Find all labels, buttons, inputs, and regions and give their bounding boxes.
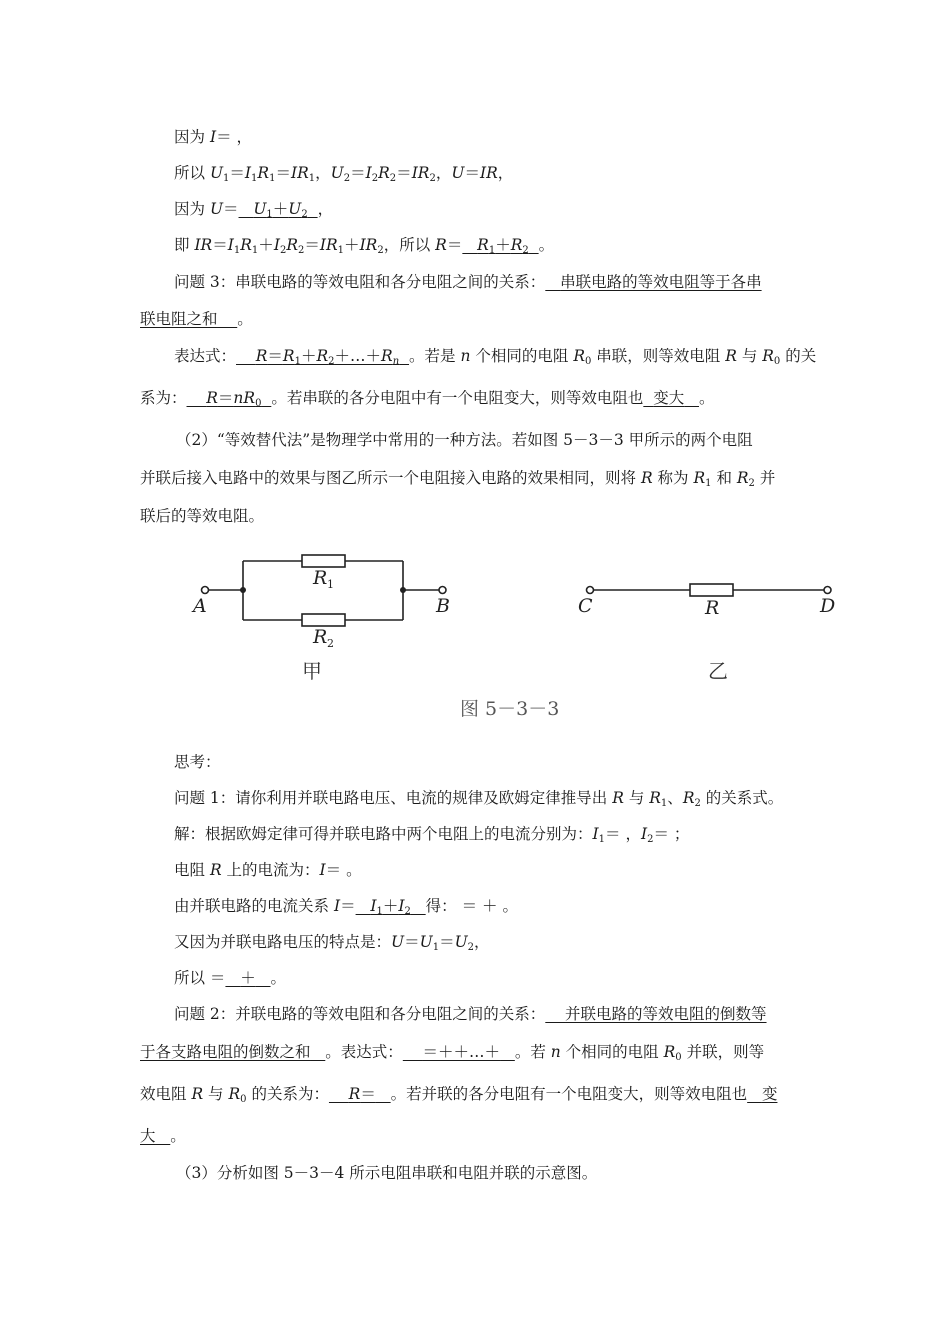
sub: 0 <box>675 1052 682 1063</box>
sub: 1 <box>376 906 383 917</box>
text: ＝ <box>340 897 356 915</box>
var: IR <box>319 236 338 254</box>
text-line <box>140 1042 812 1062</box>
text: ，所以 <box>383 236 436 254</box>
answer-blank <box>643 389 699 407</box>
var: R <box>435 236 447 254</box>
text: 解：根据欧姆定律可得并联电路中两个电阻上的电流分别为： <box>174 825 593 843</box>
answer-blank <box>187 389 272 407</box>
text: 电阻 <box>174 861 210 879</box>
resistor-r2 <box>302 614 345 626</box>
text: ， <box>317 200 334 218</box>
var: U <box>209 200 224 218</box>
text-line <box>140 506 812 526</box>
var: I <box>333 897 341 915</box>
var: R <box>612 789 624 807</box>
sub: 1 <box>660 798 668 809</box>
text-line <box>174 272 814 292</box>
answer-blank <box>140 310 237 328</box>
var: I <box>227 236 234 254</box>
sub: 1 <box>266 209 273 220</box>
answer-blank <box>329 1085 391 1103</box>
caption-jia: 甲 <box>302 659 322 683</box>
text-line <box>174 199 814 219</box>
text: 串联电路的等效电阻等于各串 <box>560 273 762 291</box>
sub: 1 <box>251 173 258 184</box>
sub: 1 <box>269 173 276 184</box>
text-line <box>174 163 814 183</box>
var: U <box>330 164 344 182</box>
sub: 2 <box>389 173 397 184</box>
text: ， <box>497 164 514 182</box>
var: R <box>693 469 706 487</box>
var: I <box>365 164 372 182</box>
text: 。 <box>270 969 287 987</box>
sub: n <box>392 356 400 367</box>
answer-blank <box>545 273 761 291</box>
terminal-a <box>202 587 209 594</box>
var: n <box>550 1043 561 1061</box>
answer-blank <box>140 1127 170 1145</box>
caption-yi: 乙 <box>708 659 728 683</box>
text: 个相同的电阻 <box>470 347 574 365</box>
var: R <box>240 236 252 254</box>
text: 于各支路电阻的倒数之和 <box>140 1043 311 1061</box>
sub: 2 <box>522 245 529 256</box>
terminal-d <box>824 587 831 594</box>
text: ＝ <box>439 933 455 951</box>
answer-blank <box>462 236 538 254</box>
answer-blank <box>140 1043 325 1061</box>
var: U <box>454 933 468 951</box>
text: 与 <box>623 789 650 807</box>
text: ， <box>435 164 452 182</box>
text: 系为： <box>140 389 187 407</box>
var: R <box>206 389 218 407</box>
text: 、 <box>667 789 683 807</box>
sub: 1 <box>294 356 301 367</box>
text: ＝ <box>446 236 463 254</box>
label-r: R <box>705 597 720 619</box>
text-line <box>174 788 814 808</box>
text-line <box>174 968 814 988</box>
text: 所以 ＝ <box>174 969 226 987</box>
var: R <box>348 1085 361 1103</box>
var: U <box>288 200 302 218</box>
var: n <box>460 347 471 365</box>
answer-blank <box>239 200 318 218</box>
var: R <box>640 469 653 487</box>
text: 问题 1：请你利用并联电路电压、电流的规律及欧姆定律推导出 <box>174 789 613 807</box>
var: R <box>477 236 489 254</box>
var: R <box>381 347 393 365</box>
text: ＝ <box>304 236 320 254</box>
var: R <box>286 236 298 254</box>
text: 。 <box>237 310 253 328</box>
text: 变 <box>761 1085 778 1103</box>
text: 因为 <box>174 128 210 146</box>
text: （3）分析如图 5－3－4 所示电阻串联和电阻并联的示意图。 <box>176 1164 598 1182</box>
var: I <box>592 825 599 843</box>
text: ＋ <box>240 969 256 987</box>
text: ＝ <box>404 933 420 951</box>
text-line <box>140 1126 812 1146</box>
var: R <box>255 347 268 365</box>
sub: 1 <box>488 245 496 256</box>
text: 即 <box>174 236 195 254</box>
text: ＝ ， <box>216 128 252 146</box>
answer-blank <box>403 1043 515 1061</box>
text: ＝ ， <box>605 825 641 843</box>
text: 并联电路的等效电阻的倒数等 <box>565 1005 767 1023</box>
var: R <box>725 347 737 365</box>
answer-blank <box>747 1085 777 1103</box>
text-line <box>174 752 814 772</box>
var: nR <box>233 389 256 407</box>
text: 。若 <box>514 1043 551 1061</box>
var: R <box>209 861 222 879</box>
var: R <box>257 164 270 182</box>
text: ， <box>315 164 331 182</box>
text-line <box>174 824 814 844</box>
text: ＋ <box>272 200 289 218</box>
answer-blank <box>225 969 270 987</box>
text: ＝ <box>350 164 366 182</box>
text: 问题 3：串联电路的等效电阻和各分电阻之间的关系： <box>174 273 546 291</box>
text: ＝ ； <box>653 825 690 843</box>
sub: 2 <box>301 209 308 220</box>
var: R <box>282 347 295 365</box>
text-line <box>174 896 814 916</box>
var: I <box>319 861 326 879</box>
var: R <box>736 469 749 487</box>
text: 个相同的电阻 <box>560 1043 664 1061</box>
text-line <box>174 235 814 255</box>
var: IR <box>411 164 430 182</box>
terminal-b <box>439 587 446 594</box>
sub: 1 <box>233 245 241 256</box>
var: I <box>273 236 280 254</box>
text: 得： ＝ ＋ 。 <box>425 897 518 915</box>
text: 问题 2：并联电路的等效电阻和各分电阻之间的关系： <box>174 1005 546 1023</box>
sub: 2 <box>377 245 384 256</box>
text: ＋ <box>300 347 317 365</box>
var: R <box>378 164 390 182</box>
var: I <box>398 897 405 915</box>
text: （2）“等效替代法”是物理学中常用的一种方法。若如图 5－3－3 甲所示的两个电阻 <box>176 431 753 449</box>
sub: 0 <box>773 356 781 367</box>
text: 。若并联的各分电阻有一个电阻变大，则等效电阻也 <box>390 1085 748 1103</box>
text: ＝ <box>229 164 245 182</box>
text: 的关系为： <box>246 1085 329 1103</box>
text: 效电阻 <box>140 1085 192 1103</box>
text: 表达式： <box>174 347 237 365</box>
sub: 0 <box>255 398 262 409</box>
text: ＝ <box>217 389 234 407</box>
junction-dot <box>400 587 406 593</box>
sub: 2 <box>371 173 379 184</box>
answer-blank <box>356 897 426 915</box>
sub: 1 <box>223 173 230 184</box>
text-line <box>176 1163 816 1183</box>
sub: 1 <box>432 942 440 953</box>
var: I <box>370 897 377 915</box>
text: 由并联电路的电流关系 <box>174 897 334 915</box>
text-line <box>174 346 817 367</box>
text: ＋ <box>495 236 511 254</box>
var: U <box>419 933 433 951</box>
var: U <box>253 200 267 218</box>
text: ＝ <box>212 236 228 254</box>
sub: 2 <box>467 942 475 953</box>
text: ＋ <box>258 236 274 254</box>
var: R <box>316 347 329 365</box>
text: 。 <box>538 236 555 254</box>
label-d: D <box>820 595 836 617</box>
single-resistor-circuit <box>587 584 832 596</box>
text: ＝ <box>223 200 239 218</box>
var: R <box>510 236 523 254</box>
text: 并联，则等 <box>681 1043 765 1061</box>
text: 。若是 <box>409 347 461 365</box>
var: U <box>451 164 465 182</box>
text: 联后的等效电阻。 <box>140 507 265 525</box>
sub: 2 <box>429 173 436 184</box>
text: ＝ <box>267 347 283 365</box>
var: R <box>649 789 661 807</box>
sub: 0 <box>584 356 592 367</box>
text: 串联，则等效电阻 <box>591 347 726 365</box>
text: 。 <box>698 389 715 407</box>
text-line <box>174 860 814 880</box>
var: U <box>209 164 224 182</box>
text: ＝ <box>464 164 480 182</box>
var: I <box>640 825 648 843</box>
text: ＝ <box>396 164 412 182</box>
text: 上的电流为： <box>221 861 320 879</box>
sub: 0 <box>240 1094 247 1105</box>
text: 。 <box>170 1127 186 1145</box>
text: 与 <box>203 1085 229 1103</box>
var: R <box>228 1085 241 1103</box>
text: 变大 <box>653 389 685 407</box>
label-b: B <box>436 595 450 617</box>
var: IR <box>359 236 378 254</box>
text: 。若串联的各分电阻中有一个电阻变大，则等效电阻也 <box>271 389 644 407</box>
text: 。表达式： <box>325 1043 403 1061</box>
text-line <box>140 309 812 329</box>
text-line <box>174 932 814 952</box>
sub: 1 <box>251 245 259 256</box>
text: 思考： <box>174 753 221 771</box>
text: ＋ <box>344 236 360 254</box>
text: 和 <box>711 469 737 487</box>
text-line <box>140 388 812 408</box>
var: IR <box>290 164 309 182</box>
terminal-c <box>587 587 594 594</box>
sub: 2 <box>328 356 335 367</box>
circuit-figure <box>180 542 850 727</box>
sub: 2 <box>694 798 701 809</box>
text: 联电阻之和 <box>140 310 218 328</box>
resistor-r <box>690 584 733 596</box>
label-r2: R <box>313 626 328 648</box>
text: 并 <box>754 469 776 487</box>
text: ＋ <box>382 897 399 915</box>
label-a: A <box>193 595 207 617</box>
sub: 1 <box>598 834 606 845</box>
text: ＝ <box>360 1085 376 1103</box>
text: ＋…＋ <box>334 347 382 365</box>
text-line <box>174 1004 814 1024</box>
parallel-circuit <box>202 555 447 626</box>
var: U <box>391 933 405 951</box>
resistor-r1 <box>302 555 345 567</box>
label-r1: R <box>313 567 328 589</box>
var: R <box>573 347 585 365</box>
text-line <box>176 430 816 450</box>
text: 又因为并联电路电压的特点是： <box>174 933 392 951</box>
text: 所以 <box>174 164 210 182</box>
sub: 2 <box>279 245 287 256</box>
sub: 2 <box>343 173 351 184</box>
sub: 2 <box>748 478 755 489</box>
var: R <box>682 789 695 807</box>
sub: 1 <box>308 173 316 184</box>
text-line <box>140 1084 812 1104</box>
label-r2-sub: 2 <box>327 637 334 650</box>
var: I <box>244 164 252 182</box>
text: 并联后接入电路中的效果与图乙所示一个电阻接入电路的效果相同，则将 <box>140 469 641 487</box>
text: ＝ <box>275 164 291 182</box>
text-line <box>174 127 814 147</box>
sub: 1 <box>705 478 712 489</box>
figure-caption: 图 5－3－3 <box>460 698 560 720</box>
text: 的关系式。 <box>700 789 784 807</box>
text: ＝ 。 <box>325 861 362 879</box>
answer-blank <box>545 1005 766 1023</box>
text: 因为 <box>174 200 210 218</box>
var: IR <box>194 236 213 254</box>
text-line <box>140 468 812 488</box>
text: ， <box>474 933 490 951</box>
label-r1-sub: 1 <box>327 578 334 591</box>
sub: 1 <box>337 245 345 256</box>
var: I <box>209 128 217 146</box>
text: 称为 <box>652 469 694 487</box>
var: R <box>663 1043 676 1061</box>
answer-blank <box>236 347 409 365</box>
text: 与 <box>736 347 763 365</box>
sub: 2 <box>647 834 654 845</box>
text: 的关 <box>780 347 817 365</box>
var: R <box>762 347 774 365</box>
text: 大 <box>140 1127 156 1145</box>
sub: 2 <box>297 245 305 256</box>
text: ＝＋＋…＋ <box>422 1043 501 1061</box>
var: IR <box>479 164 498 182</box>
label-c: C <box>578 595 593 617</box>
sub: 2 <box>404 906 411 917</box>
var: R <box>191 1085 204 1103</box>
junction-dot <box>240 587 246 593</box>
